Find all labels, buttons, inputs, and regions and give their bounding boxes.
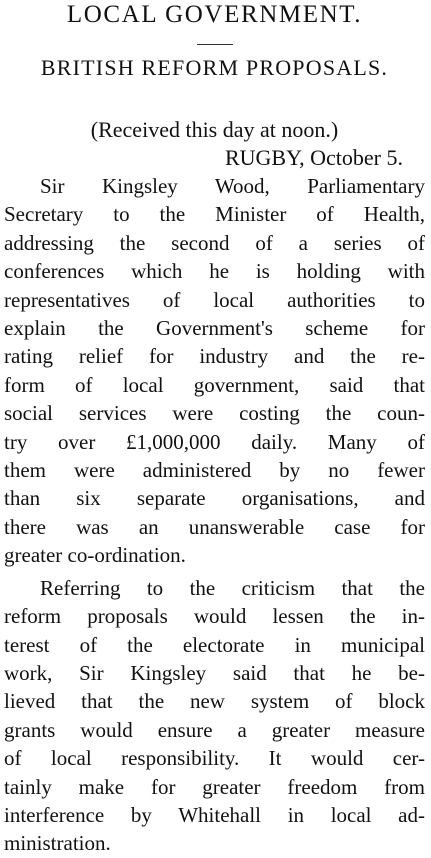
paragraph-1 [4, 172, 425, 570]
dateline: RUGBY, October 5. [224, 145, 403, 170]
headline: LOCAL GOVERNMENT. [66, 1, 363, 28]
paragraph-2 [4, 574, 425, 858]
text-line: rating relief for industry and the re- [4, 344, 425, 369]
text-line: form of local government, said that [4, 372, 425, 397]
text-line: social services were costing the coun- [4, 401, 425, 426]
text-line: greater co-ordination. [4, 543, 186, 568]
text-line: terest of the electorate in municipal [4, 632, 425, 657]
text-line: work, Sir Kingsley said that he be- [4, 660, 425, 685]
received-note: (Received this day at noon.) [90, 117, 339, 142]
text-line: conferences which he is holding with [4, 259, 425, 284]
text-line: Referring to the criticism that the [40, 575, 425, 600]
text-line: representatives of local authorities to [4, 287, 425, 312]
subheadline: BRITISH REFORM PROPOSALS. [40, 55, 389, 80]
text-line: interference by Whitehall in local ad- [4, 802, 425, 827]
text-line: explain the Government's scheme for [4, 316, 425, 341]
text-line: ministration. [4, 831, 111, 856]
text-line: than six separate organisations, and [4, 486, 425, 511]
text-line: try over £1,000,000 daily. Many of [4, 429, 425, 454]
text-line: them were administered by no fewer [4, 458, 425, 483]
text-line: of local responsibility. It would cer- [4, 746, 425, 771]
text-line: tainly make for greater freedom from [4, 774, 425, 799]
text-line: Sir Kingsley Wood, Parliamentary [40, 174, 425, 198]
text-line: Secretary to the Minister of Health, [4, 202, 425, 227]
text-line: lieved that the new system of block [4, 689, 425, 714]
headline-divider [197, 44, 233, 45]
text-line: there was an unanswerable case for [4, 514, 425, 539]
text-line: grants would ensure a greater measure [4, 717, 425, 742]
text-line: addressing the second of a series of [4, 230, 425, 255]
text-line: reform proposals would lessen the in- [4, 604, 425, 629]
